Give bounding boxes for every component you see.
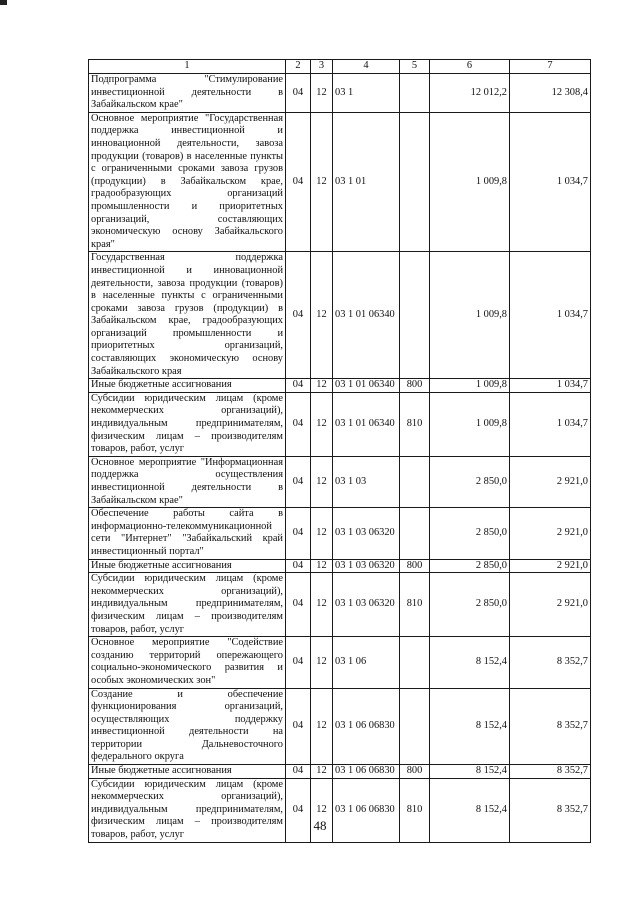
- row-subsection-code: 12: [311, 392, 333, 456]
- row-amount-year2: 8 352,7: [510, 637, 591, 688]
- row-section-code: 04: [286, 559, 311, 573]
- row-target-code: 03 1 06 06830: [333, 778, 400, 842]
- row-amount-year2: 2 921,0: [510, 508, 591, 559]
- column-header: 6: [430, 60, 510, 74]
- row-amount-year1: 8 152,4: [430, 765, 510, 779]
- row-expense-type: 800: [400, 379, 430, 393]
- row-name: Субсидии юридическим лицам (кроме некоммерческих организаций), индивидуальным предпринимателям, физическим лицам – производителям товаров, работ, услуг: [89, 778, 286, 842]
- row-target-code: 03 1 01: [333, 112, 400, 252]
- row-subsection-code: 12: [311, 688, 333, 765]
- table-row: [89, 559, 591, 573]
- row-amount-year1: 2 850,0: [430, 559, 510, 573]
- row-subsection-code: 12: [311, 765, 333, 779]
- row-amount-year2: 1 034,7: [510, 392, 591, 456]
- row-target-code: 03 1 03 06320: [333, 559, 400, 573]
- row-amount-year1: 2 850,0: [430, 456, 510, 507]
- table-row: [89, 688, 591, 765]
- row-section-code: 04: [286, 765, 311, 779]
- row-section-code: 04: [286, 392, 311, 456]
- budget-table-container: [88, 59, 590, 843]
- table-row: [89, 74, 591, 113]
- table-row: [89, 508, 591, 559]
- row-expense-type: 810: [400, 392, 430, 456]
- row-subsection-code: 12: [311, 637, 333, 688]
- row-target-code: 03 1 03: [333, 456, 400, 507]
- scan-corner-mark: [0, 0, 7, 5]
- row-section-code: 04: [286, 456, 311, 507]
- row-expense-type: 810: [400, 573, 430, 637]
- row-expense-type: [400, 252, 430, 379]
- row-subsection-code: 12: [311, 252, 333, 379]
- row-subsection-code: 12: [311, 778, 333, 842]
- row-amount-year2: 2 921,0: [510, 559, 591, 573]
- column-header: 5: [400, 60, 430, 74]
- table-row: [89, 456, 591, 507]
- row-name: Подпрограмма "Стимулирование инвестиционной деятельности в Забайкальском крае": [89, 74, 286, 113]
- row-name: Основное мероприятие "Информационная поддержка осуществления инвестиционной деятельности в Забайкальском крае": [89, 456, 286, 507]
- row-expense-type: [400, 112, 430, 252]
- table-row: [89, 112, 591, 252]
- row-name: Основное мероприятие "Государственная поддержка инвестиционной и инновационной деятельности, завоза продукции (товаров) в населенные пункты с ограниченными сроками завоза грузов (продукции) в Забайкальском крае, градообразующих организаций промышленности и приоритетных организаций, составляющих экономическую основу Забайкальского края": [89, 112, 286, 252]
- table-row: [89, 392, 591, 456]
- row-expense-type: 810: [400, 778, 430, 842]
- row-section-code: 04: [286, 688, 311, 765]
- row-name: Субсидии юридическим лицам (кроме некоммерческих организаций), индивидуальным предпринимателям, физическим лицам – производителям товаров, работ, услуг: [89, 573, 286, 637]
- row-name: Государственная поддержка инвестиционной и инновационной деятельности, завоза продукции (товаров) в населенные пункты с ограниченными сроками завоза грузов (продукции) в Забайкальском крае, градообразующих организаций промышленности и приоритетных организаций, составляющих экономическую основу Забайкальского края: [89, 252, 286, 379]
- column-header: 3: [311, 60, 333, 74]
- row-name: Субсидии юридическим лицам (кроме некоммерческих организаций), индивидуальным предпринимателям, физическим лицам – производителям товаров, работ, услуг: [89, 392, 286, 456]
- row-section-code: 04: [286, 112, 311, 252]
- column-header: 1: [89, 60, 286, 74]
- column-header: 2: [286, 60, 311, 74]
- row-name: Иные бюджетные ассигнования: [89, 765, 286, 779]
- row-expense-type: [400, 688, 430, 765]
- row-section-code: 04: [286, 573, 311, 637]
- row-amount-year1: 1 009,8: [430, 252, 510, 379]
- row-amount-year1: 1 009,8: [430, 112, 510, 252]
- row-amount-year2: 2 921,0: [510, 573, 591, 637]
- row-amount-year2: 1 034,7: [510, 252, 591, 379]
- row-expense-type: [400, 74, 430, 113]
- row-target-code: 03 1 03 06320: [333, 508, 400, 559]
- row-amount-year2: 12 308,4: [510, 74, 591, 113]
- row-expense-type: 800: [400, 559, 430, 573]
- row-amount-year1: 2 850,0: [430, 573, 510, 637]
- budget-table: [88, 59, 591, 843]
- row-expense-type: [400, 508, 430, 559]
- row-amount-year1: 12 012,2: [430, 74, 510, 113]
- row-amount-year1: 8 152,4: [430, 637, 510, 688]
- row-amount-year1: 1 009,8: [430, 392, 510, 456]
- row-name: Обеспечение работы сайта в информационно-телекоммуникационной сети "Интернет" "Забайкальский край инвестиционный портал": [89, 508, 286, 559]
- row-name: Основное мероприятие "Содействие созданию территорий опережающего социально-экономического развития и особых экономических зон": [89, 637, 286, 688]
- row-target-code: 03 1 01 06340: [333, 252, 400, 379]
- row-amount-year1: 2 850,0: [430, 508, 510, 559]
- table-row: [89, 573, 591, 637]
- row-amount-year2: 1 034,7: [510, 112, 591, 252]
- table-row: [89, 252, 591, 379]
- row-subsection-code: 12: [311, 112, 333, 252]
- row-target-code: 03 1 01 06340: [333, 379, 400, 393]
- row-section-code: 04: [286, 778, 311, 842]
- row-target-code: 03 1 06: [333, 637, 400, 688]
- row-amount-year2: 8 352,7: [510, 688, 591, 765]
- row-target-code: 03 1 06 06830: [333, 688, 400, 765]
- row-section-code: 04: [286, 252, 311, 379]
- row-subsection-code: 12: [311, 456, 333, 507]
- row-expense-type: [400, 456, 430, 507]
- table-header-row: [89, 60, 591, 74]
- row-subsection-code: 12: [311, 573, 333, 637]
- row-amount-year1: 8 152,4: [430, 688, 510, 765]
- page-number: 48: [313, 818, 327, 833]
- table-row: [89, 637, 591, 688]
- row-amount-year1: 8 152,4: [430, 778, 510, 842]
- table-row: [89, 379, 591, 393]
- row-target-code: 03 1 01 06340: [333, 392, 400, 456]
- row-section-code: 04: [286, 508, 311, 559]
- row-section-code: 04: [286, 379, 311, 393]
- row-target-code: 03 1 03 06320: [333, 573, 400, 637]
- row-target-code: 03 1: [333, 74, 400, 113]
- row-amount-year1: 1 009,8: [430, 379, 510, 393]
- row-section-code: 04: [286, 74, 311, 113]
- row-subsection-code: 12: [311, 379, 333, 393]
- row-amount-year2: 2 921,0: [510, 456, 591, 507]
- row-expense-type: [400, 637, 430, 688]
- column-header: 7: [510, 60, 591, 74]
- table-row: [89, 765, 591, 779]
- row-name: Иные бюджетные ассигнования: [89, 559, 286, 573]
- row-amount-year2: 1 034,7: [510, 379, 591, 393]
- row-subsection-code: 12: [311, 559, 333, 573]
- column-header: 4: [333, 60, 400, 74]
- row-amount-year2: 8 352,7: [510, 765, 591, 779]
- row-name: Создание и обеспечение функционирования организаций, осуществляющих поддержку инвестиционной деятельности на территории Дальневосточного федерального округа: [89, 688, 286, 765]
- row-name: Иные бюджетные ассигнования: [89, 379, 286, 393]
- row-subsection-code: 12: [311, 74, 333, 113]
- row-target-code: 03 1 06 06830: [333, 765, 400, 779]
- row-section-code: 04: [286, 637, 311, 688]
- row-subsection-code: 12: [311, 508, 333, 559]
- row-expense-type: 800: [400, 765, 430, 779]
- row-amount-year2: 8 352,7: [510, 778, 591, 842]
